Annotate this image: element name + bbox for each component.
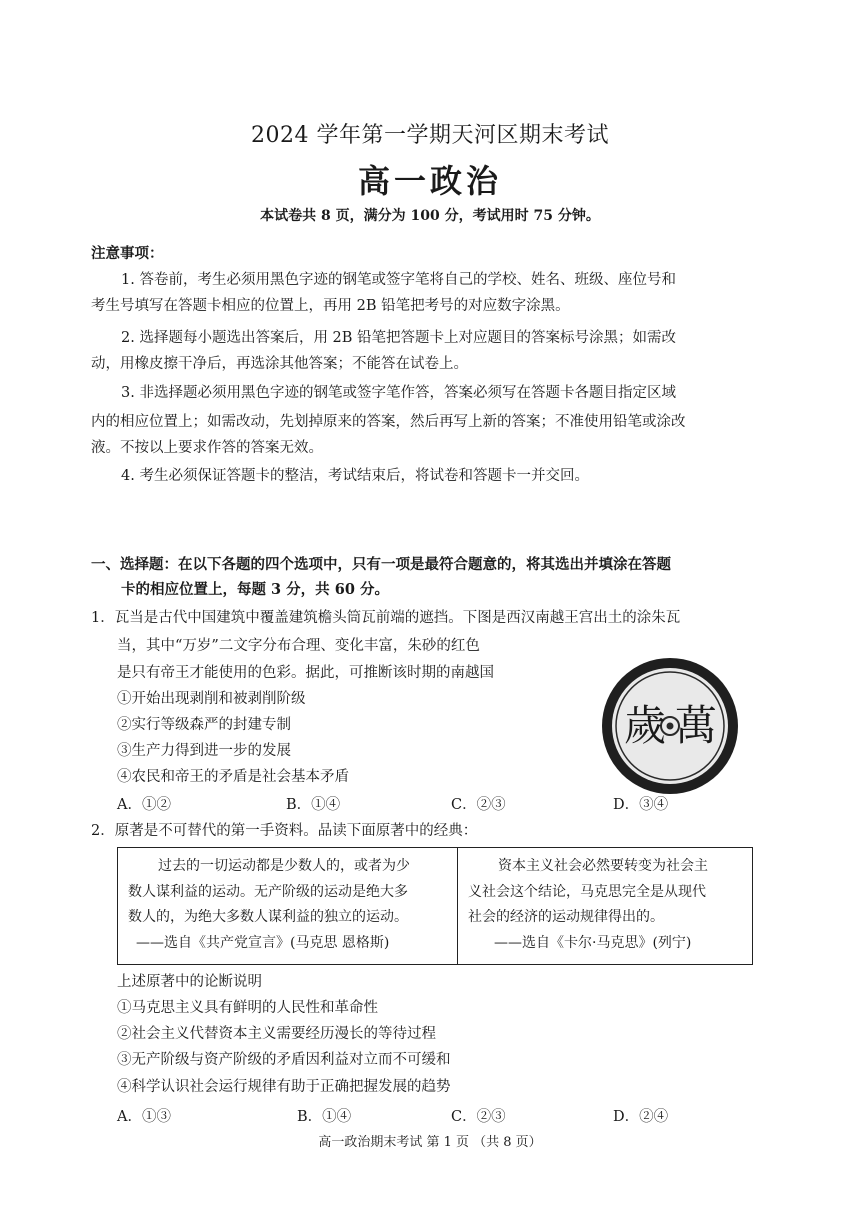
question-2-statement: ④科学认识社会运行规律有助于正确把握发展的趋势 [117, 1079, 451, 1095]
quote-left-line: 数人谋利益的运动。无产阶级的运动是绝大多 [128, 883, 408, 900]
subject-title: 高一政治 [357, 162, 502, 200]
question-2-statement: ①马克思主义具有鲜明的人民性和革命性 [117, 1000, 378, 1016]
notice-line: 动，用橡皮擦干净后，再选涂其他答案；不能答在试卷上。 [91, 356, 468, 372]
question-1-stem: 当，其中“万岁”二文字分布合理、变化丰富，朱砂的红色 [117, 638, 480, 654]
question-2-option-d[interactable]: D．②④ [613, 1109, 669, 1125]
section-heading: 一、选择题：在以下各题的四个选项中，只有一项是最符合题意的，将其选出并填涂在答题 [91, 556, 671, 573]
quote-left-source: ——选自《共产党宣言》(马克思 恩格斯) [136, 934, 390, 951]
quote-left-line: 数人的，为绝大多数人谋利益的独立的运动。 [128, 909, 408, 925]
question-2-option-a[interactable]: A．①③ [117, 1109, 171, 1125]
notice-heading: 注意事项： [91, 245, 164, 262]
question-1-statement: ②实行等级森严的封建专制 [117, 717, 291, 733]
question-1-statement: ③生产力得到进一步的发展 [117, 743, 291, 759]
quote-right-line: 社会的经济的运动规律得出的。 [468, 909, 664, 925]
question-1-option-c[interactable]: C．②③ [451, 797, 506, 813]
question-2-stem: 2．原著是不可替代的第一手资料。品读下面原著中的经典： [91, 823, 478, 839]
quote-right-source: ——选自《卡尔·马克思》(列宁) [494, 934, 692, 951]
quote-left-line: 过去的一切运动都是少数人的，或者为少 [158, 858, 410, 874]
question-2-option-b[interactable]: B．①④ [297, 1109, 352, 1125]
notice-line: 4. 考生必须保证答题卡的整洁，考试结束后，将试卷和答题卡一并交回。 [121, 468, 589, 484]
notice-line: 液。不按以上要求作答的答案无效。 [91, 440, 323, 456]
question-1-stem: 是只有帝王才能使用的色彩。据此，可推断该时期的南越国 [117, 665, 494, 681]
notice-line: 1. 答卷前，考生必须用黑色字迹的钢笔或签字笔将自己的学校、姓名、班级、座位号和 [121, 272, 676, 288]
question-1-option-d[interactable]: D．③④ [613, 797, 669, 813]
question-1-stem: 1．瓦当是古代中国建筑中覆盖建筑檐头筒瓦前端的遮挡。下图是西汉南越王宫出土的涂朱瓦 [91, 610, 681, 626]
question-1-option-a[interactable]: A．①② [117, 797, 171, 813]
page-footer: 高一政治期末考试 第 1 页 （共 8 页） [318, 1135, 542, 1150]
question-1-option-b[interactable]: B．①④ [286, 797, 341, 813]
question-2-statement: ③无产阶级与资产阶级的矛盾因利益对立而不可缓和 [117, 1052, 451, 1068]
question-1-statement: ④农民和帝王的矛盾是社会基本矛盾 [117, 769, 349, 785]
question-2-option-c[interactable]: C．②③ [451, 1109, 506, 1125]
exam-title: 2024 学年第一学期天河区期末考试 [251, 123, 609, 148]
question-1-statement: ①开始出现剥削和被剥削阶级 [117, 691, 306, 707]
notice-line: 内的相应位置上；如需改动，先划掉原来的答案，然后再写上新的答案；不准使用铅笔或涂改 [91, 414, 686, 430]
quote-right-line: 资本主义社会必然要转变为社会主 [498, 858, 708, 874]
seal-glyph: 歲 [623, 701, 667, 750]
quote-right [458, 848, 752, 964]
quote-table [117, 847, 753, 965]
seal-glyph: 萬 [674, 701, 718, 750]
quote-right-line: 义社会这个结论，马克思完全是从现代 [468, 883, 706, 900]
exam-info: 本试卷共 8 页，满分为 100 分，考试用时 75 分钟。 [260, 208, 600, 224]
notice-line: 考生号填写在答题卡相应的位置上，再用 2B 铅笔把考号的对应数字涂黑。 [91, 298, 570, 314]
notice-line: 2. 选择题每小题选出答案后，用 2B 铅笔把答题卡上对应题目的答案标号涂黑；如需改 [121, 330, 677, 346]
question-2-lead: 上述原著中的论断说明 [117, 974, 262, 990]
notice-line: 3. 非选择题必须用黑色字迹的钢笔或签字笔作答，答案必须写在答题卡各题目指定区域 [121, 385, 676, 401]
quote-left [118, 848, 458, 964]
roof-tile-end-image [600, 656, 740, 796]
question-2-statement: ②社会主义代替资本主义需要经历漫长的等待过程 [117, 1026, 436, 1042]
section-heading: 卡的相应位置上，每题 3 分，共 60 分。 [121, 581, 389, 598]
